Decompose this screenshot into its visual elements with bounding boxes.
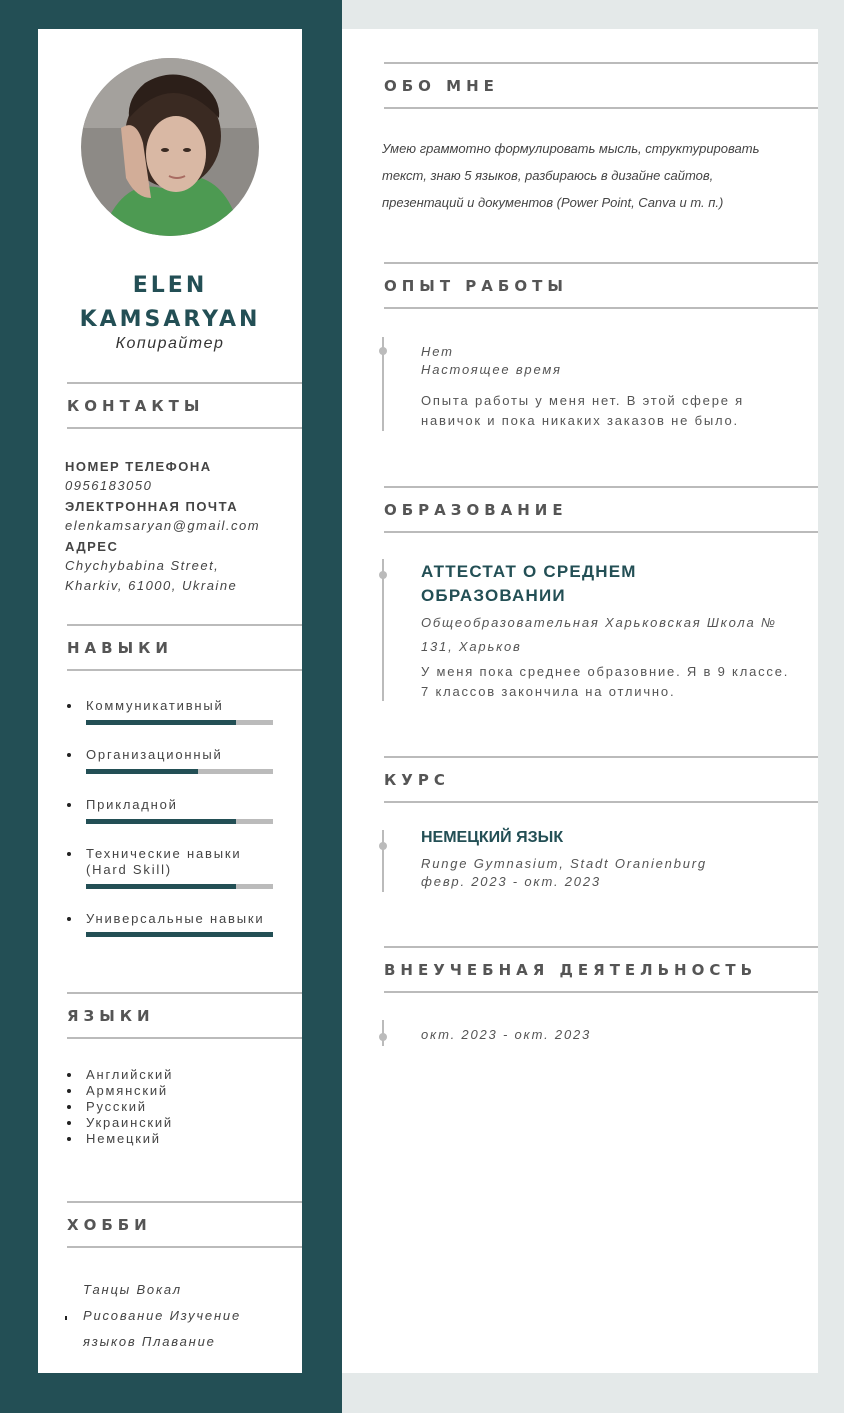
phone-label: НОМЕР ТЕЛЕФОНА (65, 459, 212, 474)
bullet-icon (67, 803, 71, 807)
extracurricular-heading: ВНЕУЧЕБНАЯ ДЕЯТЕЛЬНОСТЬ (384, 946, 818, 993)
language-item: Английский (65, 1067, 173, 1083)
skill-label: Организационный (86, 747, 223, 762)
timeline-dot-icon (379, 842, 387, 850)
skill-level-fill (86, 819, 236, 824)
education-school: Общеобразовательная Харьковская Школа № 131, Харьков (421, 615, 777, 654)
skill-level-bar (86, 720, 273, 725)
course-title: НЕМЕЦКИЙ ЯЗЫК (421, 829, 564, 846)
skill-level-bar (86, 884, 273, 889)
sidebar (38, 29, 302, 1373)
timeline-line (382, 830, 384, 892)
bullet-icon (65, 1316, 67, 1320)
hobbies-text: Танцы Вокал Рисование Изучение языков Плавание (83, 1282, 241, 1349)
skill-level-fill (86, 720, 236, 725)
skill-level-bar (86, 769, 273, 774)
timeline-dot-icon (379, 571, 387, 579)
timeline-dot-icon (379, 347, 387, 355)
about-text: Умею граммотно формулировать мысль, структурировать текст, знаю 5 языков, разбираюсь в дизайне сайтов, презентаций и документов (Power Point, Canva и т. п.) (382, 141, 760, 210)
skill-level-bar (86, 819, 273, 824)
hobbies-heading: ХОББИ (67, 1201, 302, 1248)
language-item: Украинский (65, 1115, 173, 1131)
bullet-icon (67, 917, 71, 921)
skill-label: Универсальные навыки (86, 911, 265, 926)
skill-level-fill (86, 932, 273, 937)
education-heading: ОБРАЗОВАНИЕ (384, 486, 818, 533)
languages-list (65, 1067, 173, 1147)
bullet-icon (67, 852, 71, 856)
language-item: Немецкий (65, 1131, 173, 1147)
address-line-2: Kharkiv, 61000, Ukraine (65, 578, 238, 593)
bullet-icon (67, 704, 71, 708)
course-period: февр. 2023 - окт. 2023 (421, 874, 601, 889)
course-institution: Runge Gymnasium, Stadt Oranienburg (421, 856, 707, 871)
contacts-heading: КОНТАКТЫ (67, 382, 302, 429)
education-title: АТТЕСТАТ О СРЕДНЕМ ОБРАЗОВАНИИ (421, 562, 637, 605)
bullet-icon (67, 753, 71, 757)
experience-period: Настоящее время (421, 362, 562, 377)
skill-label: Коммуникативный (86, 698, 224, 713)
skill-label: Прикладной (86, 797, 178, 812)
language-item: Армянский (65, 1083, 173, 1099)
skill-level-fill (86, 884, 236, 889)
portrait-photo (81, 58, 259, 236)
full-name (38, 269, 302, 337)
skill-level-fill (86, 769, 198, 774)
job-title: Копирайтер (115, 335, 225, 352)
avatar (81, 58, 259, 236)
about-heading: ОБО МНЕ (384, 62, 818, 109)
skill-level-bar (86, 932, 273, 937)
first-name: ELEN (132, 273, 208, 298)
main-content (342, 29, 818, 1373)
education-description: У меня пока среднее образовние. Я в 9 классе. 7 классов закончила на отлично. (421, 664, 790, 699)
language-item: Русский (65, 1099, 173, 1115)
skill-label: Технические навыки (Hard Skill) (86, 846, 242, 877)
skills-heading: НАВЫКИ (67, 624, 302, 671)
email-label: ЭЛЕКТРОННАЯ ПОЧТА (65, 499, 239, 514)
extracurricular-period: окт. 2023 - окт. 2023 (421, 1027, 592, 1042)
timeline-line (382, 559, 384, 701)
last-name: KAMSARYAN (79, 307, 261, 332)
experience-description: Опыта работы у меня нет. В этой сфере я навичок и пока никаких заказов не было. (421, 393, 745, 428)
address-label: АДРЕС (65, 539, 119, 554)
experience-heading: ОПЫТ РАБОТЫ (384, 262, 818, 309)
email-value: elenkamsaryan@gmail.com (65, 518, 261, 533)
timeline-dot-icon (379, 1033, 387, 1041)
course-heading: КУРС (384, 756, 818, 803)
address-line-1: Chychybabina Street, (65, 558, 220, 573)
experience-employer: Нет (421, 344, 454, 359)
languages-heading: ЯЗЫКИ (67, 992, 302, 1039)
phone-value: 0956183050 (65, 478, 153, 493)
